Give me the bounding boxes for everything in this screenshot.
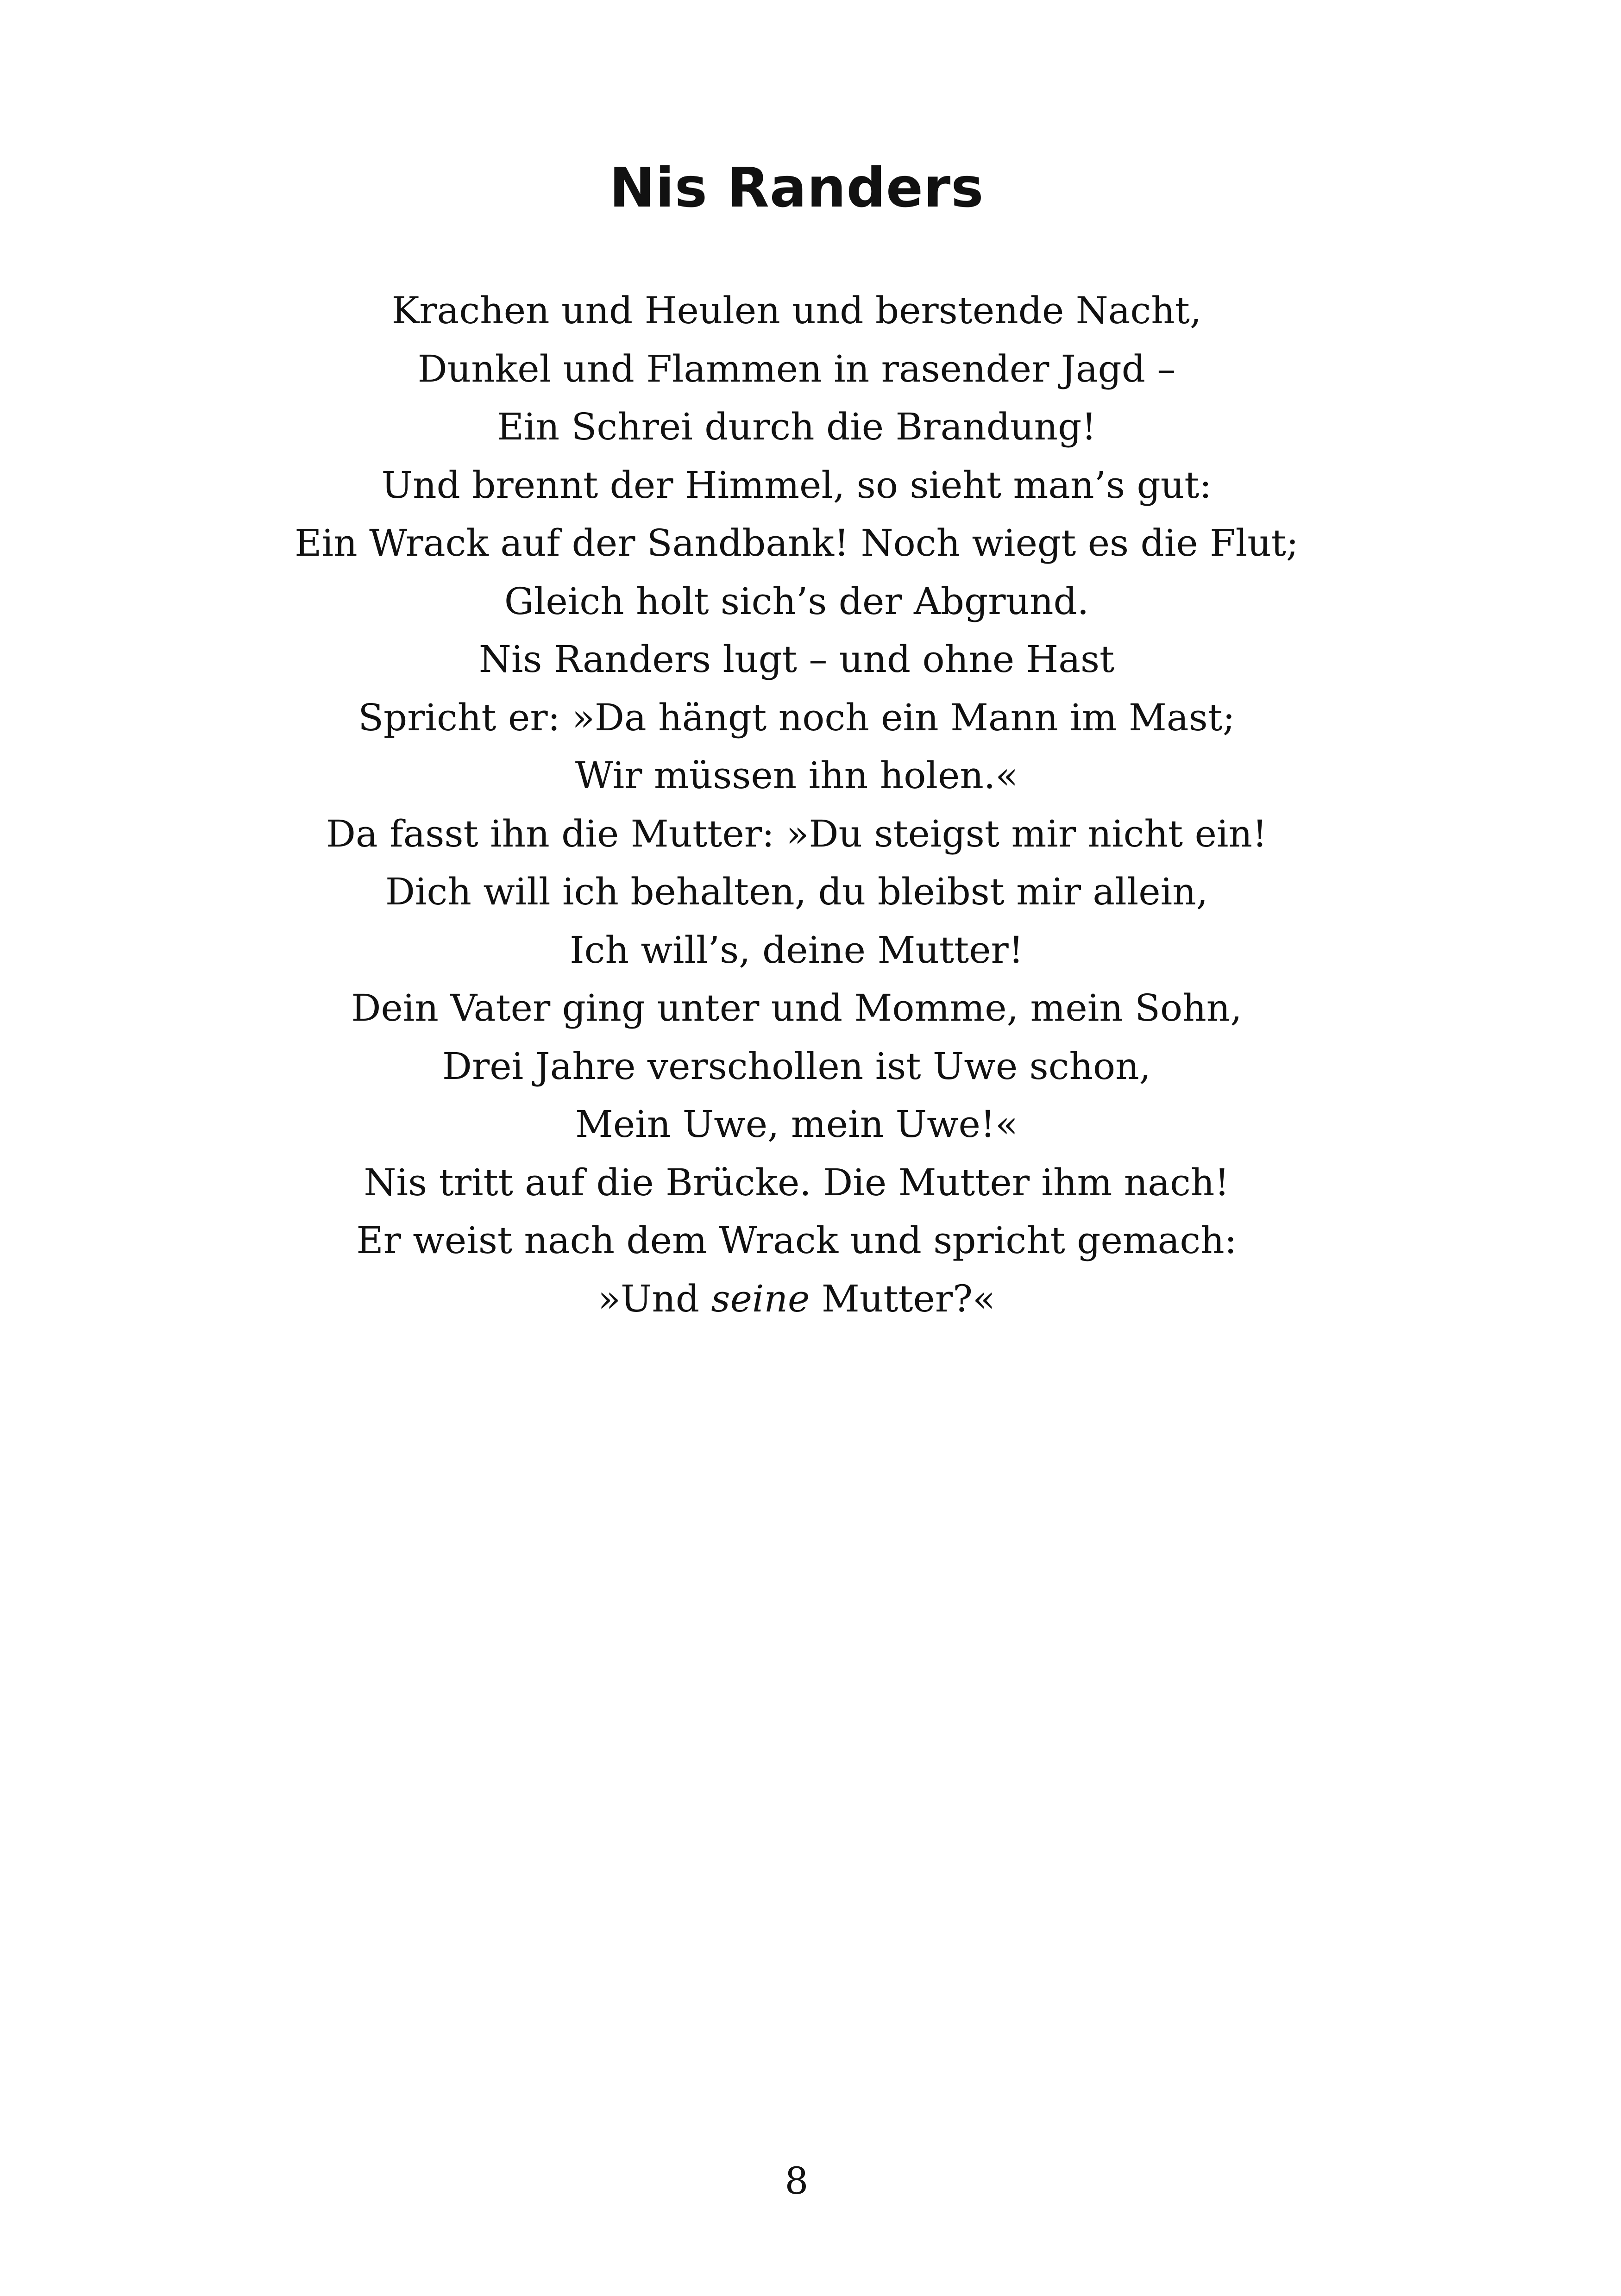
poem-title: Nis Randers <box>609 156 984 220</box>
poem-line: Mein Uwe, mein Uwe!« <box>575 1103 1018 1146</box>
poem-line-final-emphasis: seine <box>711 1277 810 1320</box>
poem-line: Nis Randers lugt – und ohne Hast <box>478 638 1115 681</box>
poem-line: Ich will’s, deine Mutter! <box>570 928 1024 972</box>
poem-line: Ein Wrack auf der Sandbank! Noch wiegt es die Flut; <box>295 521 1299 565</box>
poem-line: Da fasst ihn die Mutter: »Du steigst mir nicht ein! <box>326 812 1268 855</box>
poem-line: Dunkel und Flammen in rasender Jagd – <box>417 347 1176 390</box>
poem-line: Dich will ich behalten, du bleibst mir allein, <box>385 870 1208 913</box>
poem-line-final <box>0 1270 1593 1328</box>
poem-line: Er weist nach dem Wrack und spricht gemach: <box>356 1219 1237 1262</box>
poem-line-final-start: »Und <box>598 1277 711 1320</box>
poem-line: Nis tritt auf die Brücke. Die Mutter ihm nach! <box>364 1161 1230 1204</box>
poem-line: Drei Jahre verschollen ist Uwe schon, <box>442 1044 1151 1088</box>
poem-line: Ein Schrei durch die Brandung! <box>496 405 1097 448</box>
poem-body <box>0 282 1593 1328</box>
poem-line: Spricht er: »Da hängt noch ein Mann im Mast; <box>358 696 1235 739</box>
poem-line: Und brennt der Himmel, so sieht man’s gut: <box>381 463 1212 507</box>
poem-line: Krachen und Heulen und berstende Nacht, <box>391 289 1202 332</box>
poem-line: Gleich holt sich’s der Abgrund. <box>504 579 1089 623</box>
page-number: 8 <box>785 2159 809 2202</box>
poem-line: Wir müssen ihn holen.« <box>575 754 1018 797</box>
poem-line: Dein Vater ging unter und Momme, mein Sohn, <box>351 986 1242 1029</box>
poem-line-final-end: Mutter?« <box>810 1277 995 1320</box>
